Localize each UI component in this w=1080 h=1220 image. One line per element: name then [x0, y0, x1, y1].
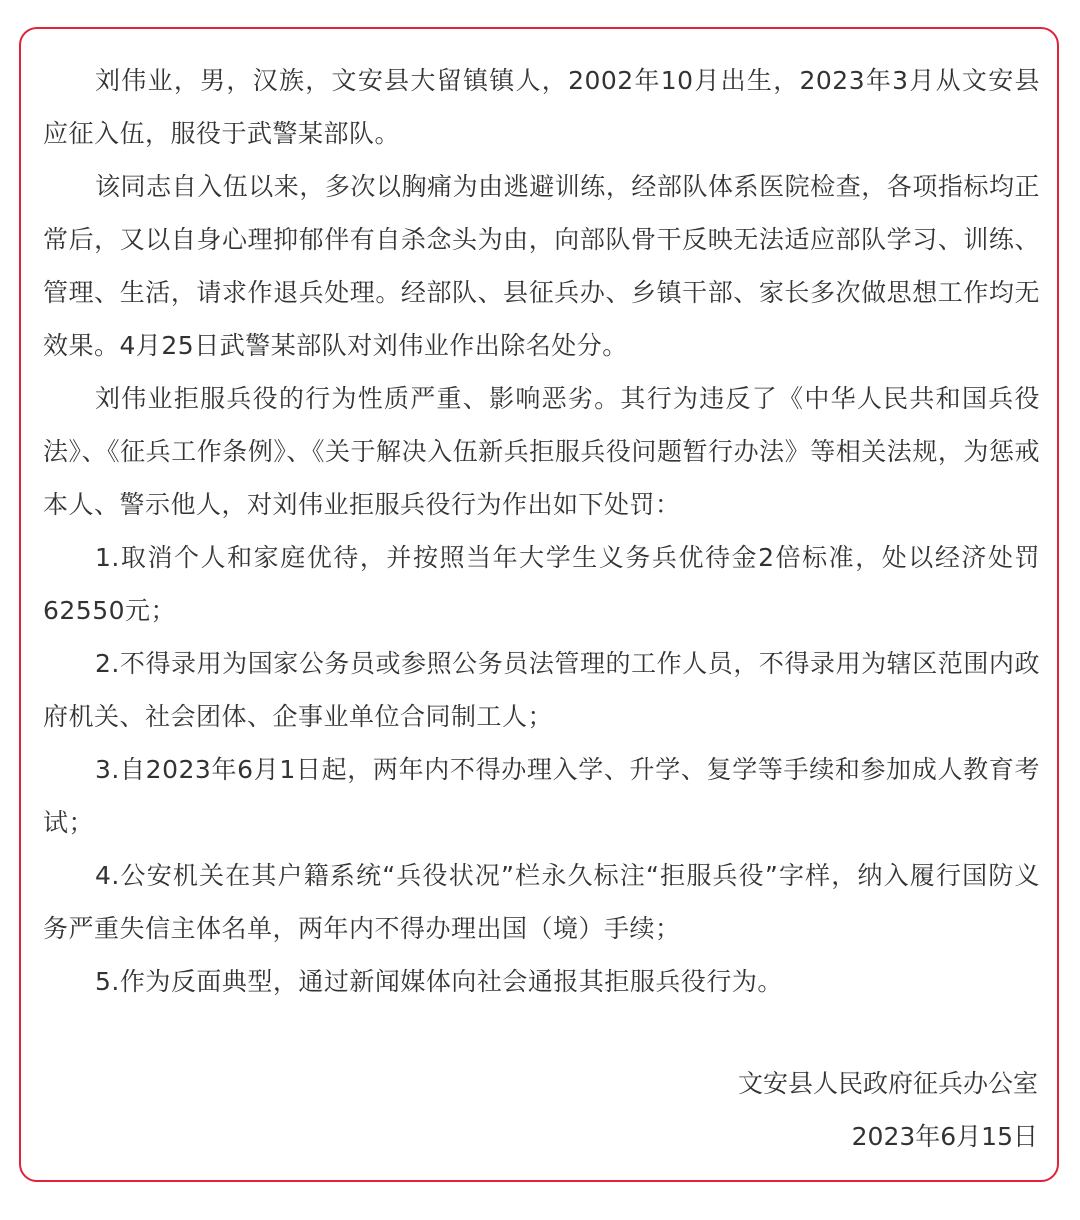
- penalty-item: 5.作为反面典型，通过新闻媒体向社会通报其拒服兵役行为。: [95, 967, 783, 996]
- issuer: 文安县人民政府征兵办公室: [737, 1069, 1038, 1098]
- paragraph: 刘伟业，男，汉族，文安县大留镇镇人，2002年10月出生，2023年3月从文安县应征入伍，服役于武警某部队。: [43, 66, 1040, 148]
- penalty-item: 3.自2023年6月1日起，两年内不得办理入学、升学、复学等手续和参加成人教育考试；: [43, 755, 1040, 837]
- issue-date: 2023年6月15日: [851, 1122, 1038, 1151]
- penalty-item: 1.取消个人和家庭优待，并按照当年大学生义务兵优待金2倍标准，处以经济处罚62550元；: [43, 543, 1040, 625]
- signature-block: [738, 1057, 1038, 1163]
- penalty-item: 2.不得录用为国家公务员或参照公务员法管理的工作人员，不得录用为辖区范围内政府机关、社会团体、企事业单位合同制工人；: [43, 649, 1040, 731]
- penalty-item: 4.公安机关在其户籍系统“兵役状况”栏永久标注“拒服兵役”字样，纳入履行国防义务严重失信主体名单，两年内不得办理出国（境）手续；: [43, 861, 1040, 943]
- paragraph: 该同志自入伍以来，多次以胸痛为由逃避训练，经部队体系医院检查，各项指标均正常后，又以自身心理抑郁伴有自杀念头为由，向部队骨干反映无法适应部队学习、训练、管理、生活，请求作退兵处理。经部队、县征兵办、乡镇干部、家长多次做思想工作均无效果。4月25日武警某部队对刘伟业作出除名处分。: [43, 172, 1040, 360]
- paragraph: 刘伟业拒服兵役的行为性质严重、影响恶劣。其行为违反了《中华人民共和国兵役法》、《征兵工作条例》、《关于解决入伍新兵拒服兵役问题暂行办法》等相关法规，为惩戒本人、警示他人，对刘伟业拒服兵役行为作出如下处罚：: [43, 384, 1040, 519]
- document-body: [43, 54, 1040, 1008]
